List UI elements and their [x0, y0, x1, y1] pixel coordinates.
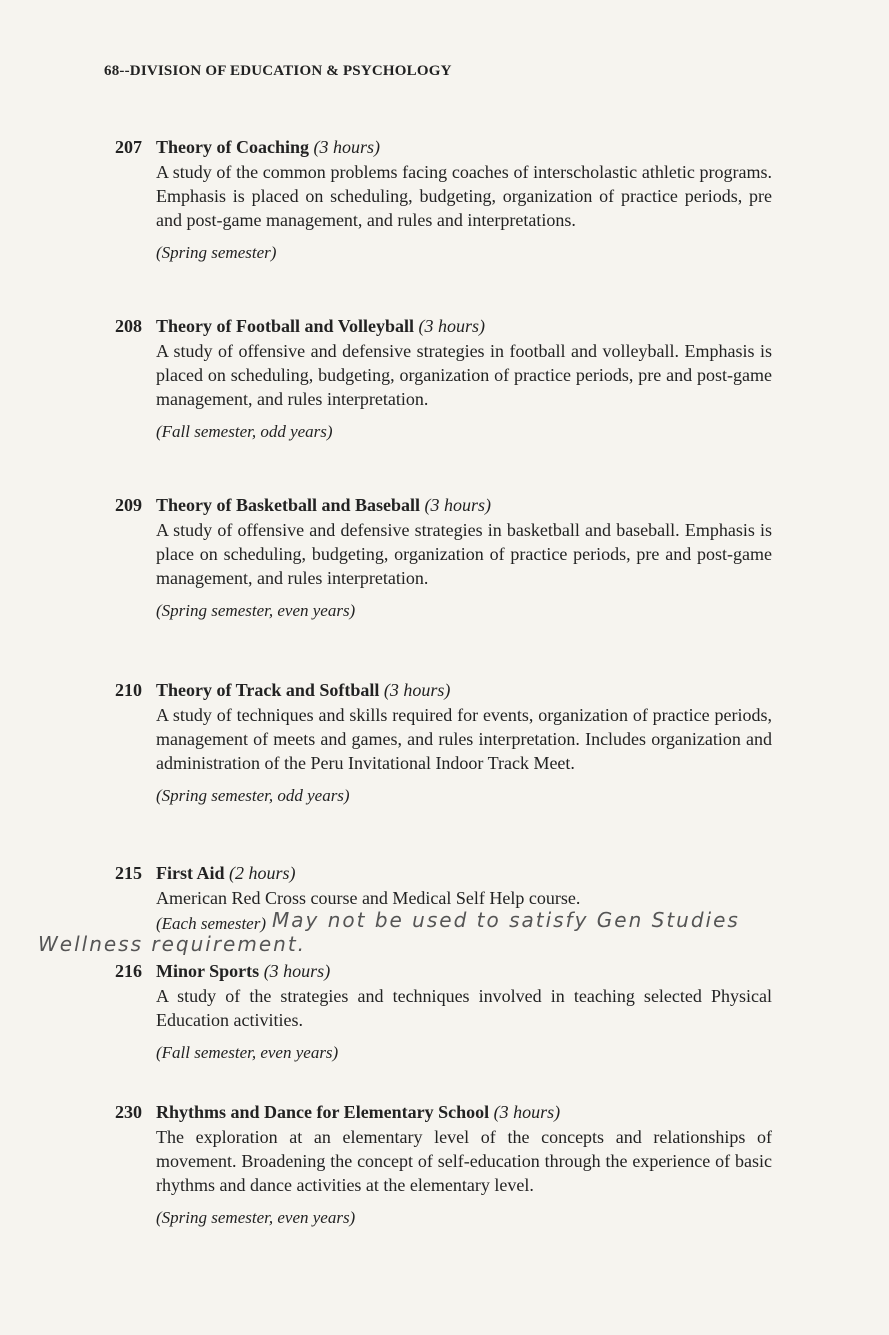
course-term: (Spring semester) [156, 243, 277, 262]
course-hours: (3 hours) [263, 961, 331, 981]
course-term: (Each semester) [156, 914, 266, 933]
course-name: Theory of Basketball and Baseball [156, 495, 421, 515]
course-term: (Spring semester, even years) [156, 1208, 356, 1227]
course-number: 215 [115, 863, 142, 883]
course-entry-208 [115, 315, 775, 443]
course-title-line [115, 136, 775, 158]
course-name: Rhythms and Dance for Elementary School [156, 1102, 490, 1122]
course-title-line [115, 315, 775, 337]
course-term: (Spring semester, odd years) [156, 786, 350, 805]
course-entry-207 [115, 136, 775, 264]
course-hours: (3 hours) [424, 495, 492, 515]
course-entry-230 [115, 1101, 775, 1229]
course-term: (Fall semester, odd years) [156, 422, 333, 441]
course-description: A study of the strategies and techniques involved in teaching selected Physical Education activities. [156, 986, 772, 1030]
course-title-line [115, 1101, 775, 1123]
course-entry-210 [115, 679, 775, 807]
page-header: 68--DIVISION OF EDUCATION & PSYCHOLOGY [104, 63, 452, 79]
course-title-line [115, 862, 775, 884]
handwritten-note-line-2: Wellness requirement. [38, 932, 307, 956]
course-name: Minor Sports [156, 961, 260, 981]
course-description: A study of the common problems facing coaches of interscholastic athletic programs. Emphasis is placed on scheduling, budgeting, organization of practice periods, pre and post-game management, and rules and interpretations. [156, 162, 772, 230]
course-title-line [115, 679, 775, 701]
course-description: A study of techniques and skills required for events, organization of practice periods, management of meets and games, and rules interpretation. Includes organization and administration of the Peru Invitational Indoor Track Meet. [156, 705, 772, 773]
course-hours: (2 hours) [229, 863, 296, 883]
course-name: Theory of Coaching [156, 137, 309, 157]
handwritten-note-line-1: May not be used to satisfy Gen Studies [272, 908, 740, 932]
course-description: The exploration at an elementary level of the concepts and relationships of movement. Broadening the concept of self-education through the experience of basic rhythms and dance activities at the elementary level. [156, 1127, 772, 1195]
course-term: (Fall semester, even years) [156, 1043, 339, 1062]
course-title-line [115, 494, 775, 516]
course-number: 209 [115, 495, 142, 515]
course-description: A study of offensive and defensive strategies in basketball and baseball. Emphasis is place on scheduling, budgeting, organization of practice periods, pre and post-game management, and rules interpretation. [156, 520, 772, 588]
course-number: 216 [115, 961, 142, 981]
course-name: First Aid [156, 863, 225, 883]
course-description: American Red Cross course and Medical Self Help course. [156, 888, 581, 908]
course-entry-216 [115, 960, 775, 1064]
course-entry-209 [115, 494, 775, 622]
course-title-line [115, 960, 775, 982]
course-number: 230 [115, 1102, 142, 1122]
course-term: (Spring semester, even years) [156, 601, 356, 620]
course-number: 210 [115, 680, 142, 700]
course-number: 207 [115, 137, 142, 157]
course-hours: (3 hours) [383, 680, 451, 700]
course-name: Theory of Track and Softball [156, 680, 380, 700]
course-hours: (3 hours) [418, 316, 486, 336]
course-number: 208 [115, 316, 142, 336]
course-hours: (3 hours) [493, 1102, 561, 1122]
course-hours: (3 hours) [313, 137, 380, 157]
course-name: Theory of Football and Volleyball [156, 316, 415, 336]
course-description: A study of offensive and defensive strategies in football and volleyball. Emphasis is placed on scheduling, budgeting, organization of practice periods, pre and post-game management, and rules interpretation. [156, 341, 772, 409]
